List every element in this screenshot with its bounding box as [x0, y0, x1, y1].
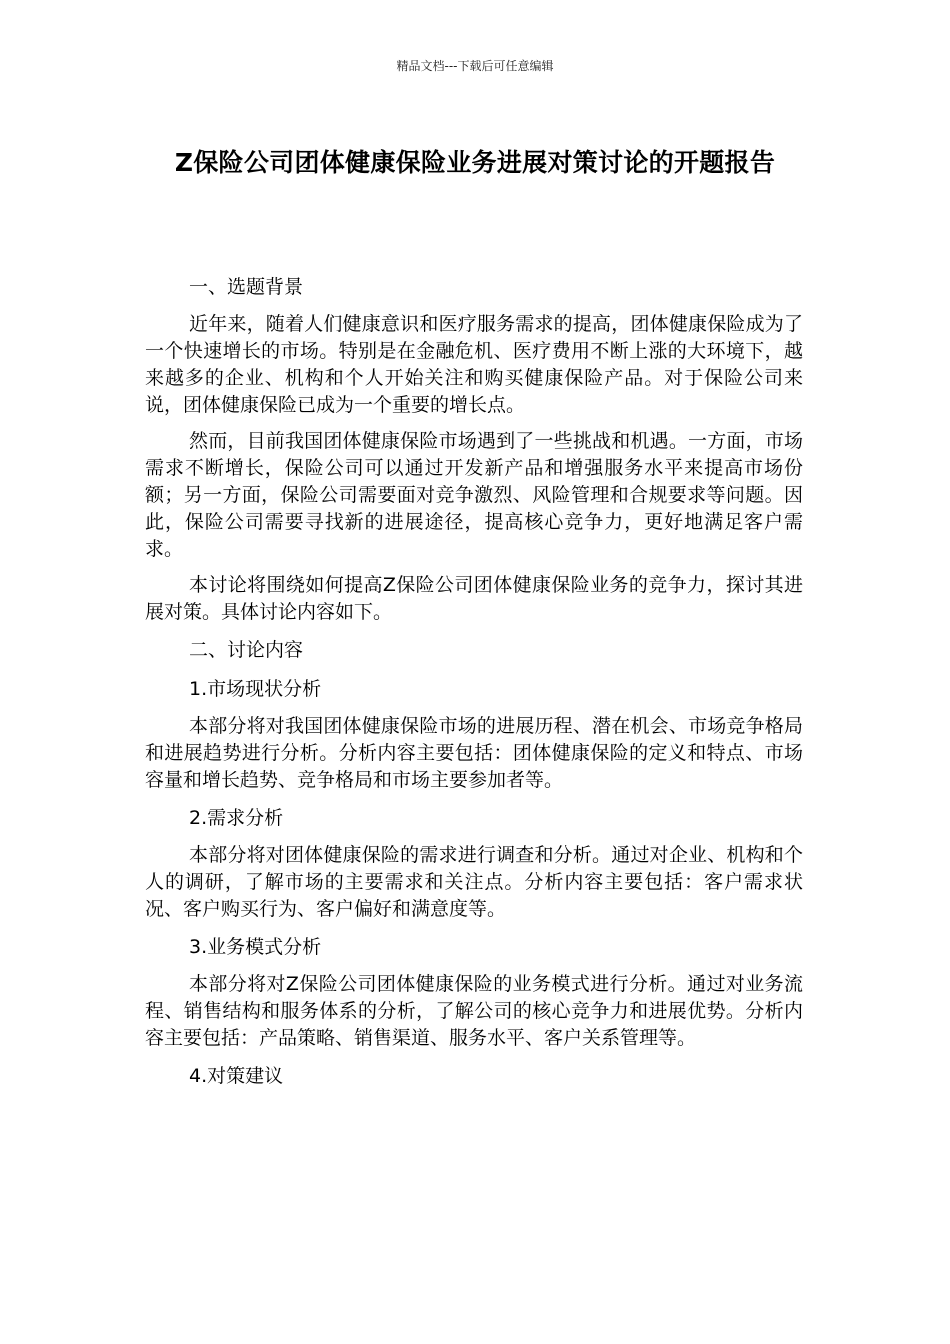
paragraph-market-analysis: 本部分将对我国团体健康保险市场的进展历程、潜在机会、市场竞争格局和进展趋势进行分析。分析内容主要包括：团体健康保险的定义和特点、市场容量和增长趋势、竞争格局和市场主要参加者等。: [145, 715, 803, 791]
document-body: [145, 272, 803, 1100]
subheading-business-model: 3.业务模式分析: [189, 936, 322, 958]
subheading-market-analysis: 1.市场现状分析: [189, 678, 322, 700]
header-note: 精品文档---下载后可任意编辑: [396, 59, 554, 73]
subheading-demand-analysis: 2.需求分析: [189, 807, 284, 829]
paragraph-background-1: 近年来，随着人们健康意识和医疗服务需求的提高，团体健康保险成为了一个快速增长的市场。特别是在金融危机、医疗费用不断上涨的大环境下，越来越多的企业、机构和个人开始关注和购买健康保险产品。对于保险公司来说，团体健康保险已成为一个重要的增长点。: [145, 313, 803, 416]
section-heading-background: 一、选题背景: [189, 276, 304, 298]
paragraph-background-2: 然而，目前我国团体健康保险市场遇到了一些挑战和机遇。一方面，市场需求不断增长，保险公司可以通过开发新产品和增强服务水平来提高市场份额；另一方面，保险公司需要面对竞争激烈、风险管理和合规要求等问题。因此，保险公司需要寻找新的进展途径，提高核心竞争力，更好地满足客户需求。: [145, 430, 803, 560]
paragraph-demand-analysis: 本部分将对团体健康保险的需求进行调查和分析。通过对企业、机构和个人的调研，了解市场的主要需求和关注点。分析内容主要包括：客户需求状况、客户购买行为、客户偏好和满意度等。: [145, 844, 803, 920]
paragraph-background-3: 本讨论将围绕如何提高Z保险公司团体健康保险业务的竞争力，探讨其进展对策。具体讨论内容如下。: [145, 574, 803, 623]
section-heading-content: 二、讨论内容: [189, 639, 304, 661]
subheading-recommendations: 4.对策建议: [189, 1065, 284, 1087]
paragraph-business-model: 本部分将对Z保险公司团体健康保险的业务模式进行分析。通过对业务流程、销售结构和服务体系的分析，了解公司的核心竞争力和进展优势。分析内容主要包括：产品策略、销售渠道、服务水平、客户关系管理等。: [145, 973, 803, 1049]
document-title: Z保险公司团体健康保险业务进展对策讨论的开题报告: [174, 148, 776, 177]
